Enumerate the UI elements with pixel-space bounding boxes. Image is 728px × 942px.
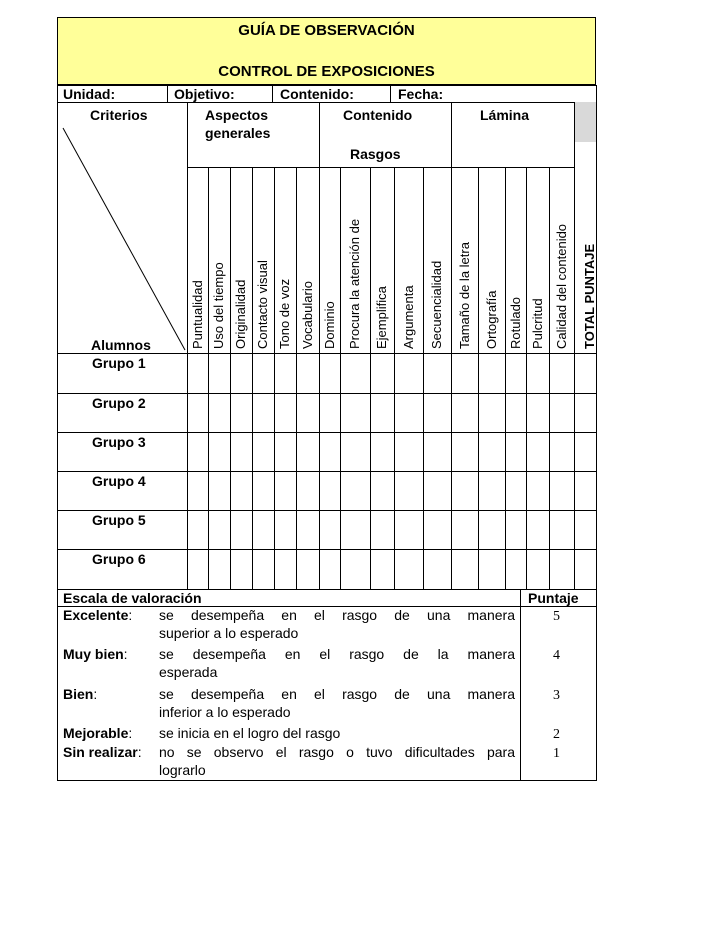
rasgo-label: Procura la atención de [347, 218, 362, 349]
rasgo-label: Tono de voz [277, 278, 292, 349]
rasgo-label: Ortografía [483, 290, 499, 349]
escala-term: Mejorable: [63, 725, 133, 741]
escala-term: Muy bien: [63, 646, 128, 662]
rasgo-label: Puntualidad [189, 280, 205, 349]
group-label: Grupo 5 [92, 512, 146, 528]
group-label: Grupo 2 [92, 395, 146, 411]
escala-description-continued: inferior a lo esperado [159, 704, 291, 720]
escala-description: se desempeña en el rasgo de una manera [159, 607, 515, 623]
escala-score: 5 [553, 609, 560, 624]
document-header [57, 17, 596, 85]
escala-title: Escala de valoración [63, 590, 202, 606]
criterios-label: Criterios [90, 107, 148, 123]
rasgo-label: Calidad del contenido [553, 223, 569, 349]
objetivo-label: Objetivo: [174, 86, 235, 102]
contenido-label: Contenido: [280, 86, 354, 102]
document-subtitle: CONTROL DE EXPOSICIONES [218, 63, 435, 80]
escala-score: 2 [553, 727, 560, 742]
escala-description: se desempeña en el rasgo de la manera [159, 646, 515, 662]
group-label: Grupo 1 [92, 355, 146, 371]
fecha-label: Fecha: [398, 86, 444, 102]
document-title: GUÍA DE OBSERVACIÓN [238, 22, 415, 39]
rasgo-label: Originalidad [233, 279, 248, 349]
rasgo-label: Rotulado [507, 296, 523, 349]
rasgo-label: Vocabulario [299, 281, 315, 349]
rasgo-label: Tamaño de la letra [456, 242, 472, 349]
puntaje-label: Puntaje [528, 590, 579, 606]
rasgos-label: Rasgos [350, 146, 401, 162]
escala-description: no se observo el rasgo o tuvo dificultades para [159, 744, 515, 760]
aspectos-label-2: generales [205, 125, 271, 141]
aspectos-label-1: Aspectos [205, 107, 269, 123]
escala-score: 3 [553, 688, 560, 703]
group-label: Grupo 3 [92, 434, 146, 450]
total-puntaje-label: TOTAL PUNTAJE [582, 243, 597, 349]
rasgo-label: Contacto visual [255, 260, 270, 349]
group-label: Grupo 4 [92, 473, 146, 489]
escala-score: 1 [553, 746, 560, 761]
rasgo-label: Dominio [321, 301, 337, 349]
escala-description-continued: lograrlo [159, 762, 206, 778]
rasgo-label: Argumenta [400, 285, 416, 349]
alumnos-label: Alumnos [91, 337, 151, 353]
escala-term: Sin realizar: [63, 744, 142, 760]
criterios-diagonal [57, 102, 188, 353]
contenido-group-label: Contenido [343, 107, 413, 123]
escala-term: Excelente: [63, 607, 133, 623]
escala-description-continued: superior a lo esperado [159, 625, 299, 641]
escala-score: 4 [553, 648, 560, 663]
group-label: Grupo 6 [92, 551, 146, 567]
rasgo-label: Uso del tiempo [211, 262, 226, 349]
lamina-label: Lámina [480, 107, 530, 123]
unidad-label: Unidad: [63, 86, 116, 102]
rasgo-label: Secuencialidad [429, 260, 444, 349]
escala-description: se desempeña en el rasgo de una manera [159, 686, 515, 702]
escala-description-continued: esperada [159, 664, 218, 680]
escala-term: Bien: [63, 686, 98, 702]
rasgo-label: Ejemplifica [374, 286, 389, 349]
rasgo-label: Pulcritud [529, 298, 545, 349]
escala-description: se inicia en el logro del rasgo [159, 725, 341, 741]
